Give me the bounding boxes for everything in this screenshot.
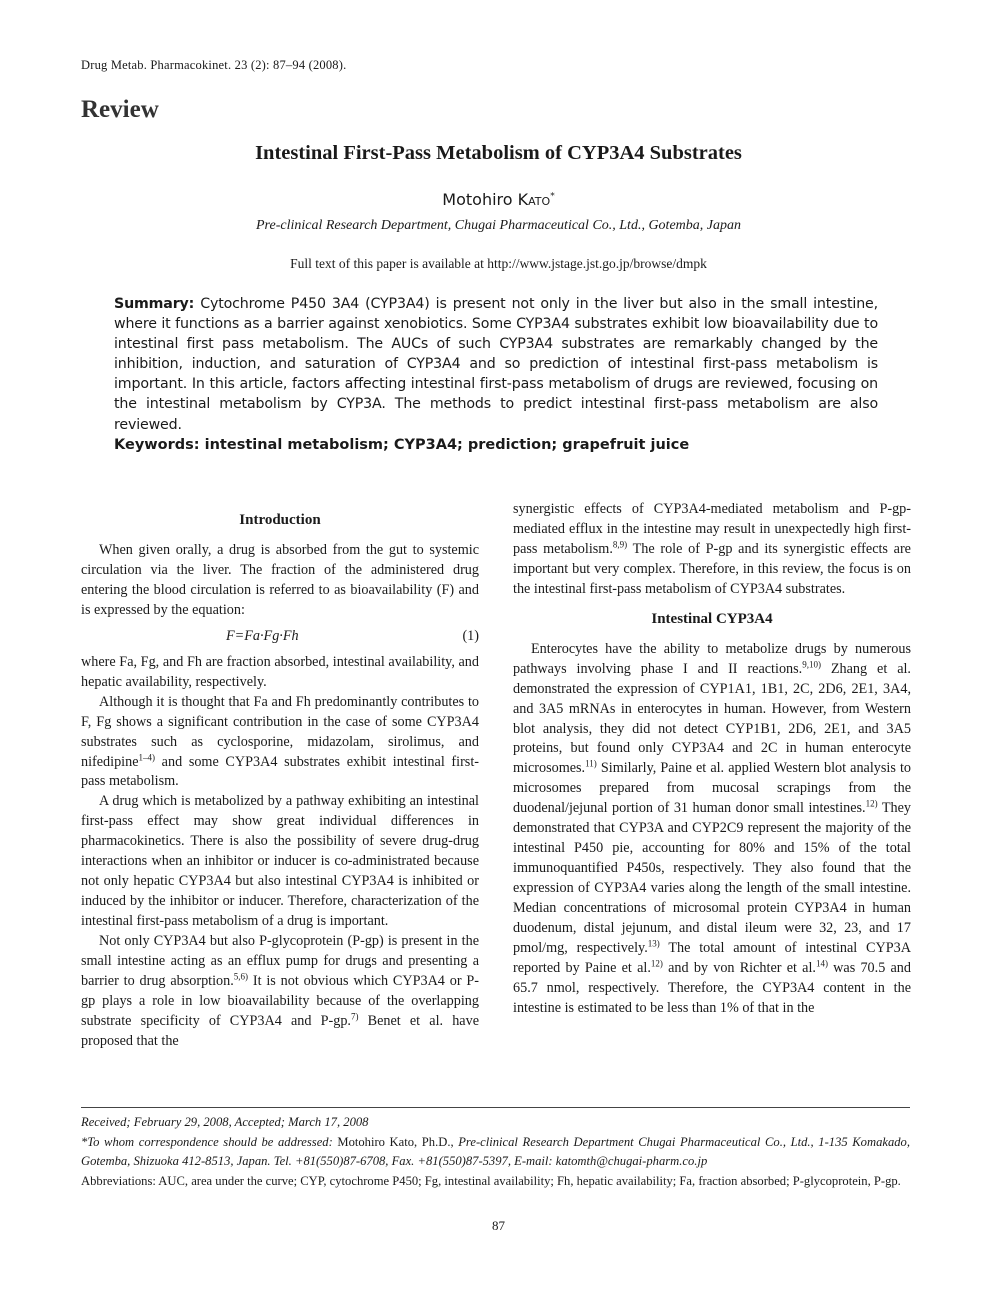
correspondence: *To whom correspondence should be addressed: Motohiro Kato, Ph.D., Pre-clinical Research Department Chugai Pharmaceutical Co., Ltd., 1-135 Komakado, Gotemba, Shizuoka 412-8513, Japan. Tel. +81(550)87-6708, Fax. +81(550)87-5397, E-mail: katomth@chugai-pharm.co.jp bbox=[81, 1134, 910, 1168]
left-column bbox=[81, 500, 479, 1052]
summary-text: Cytochrome P450 3A4 (CYP3A4) is present not only in the liver but also in the small intestine, where it functions as a barrier against xenobiotics. Some CYP3A4 substrates exhibit low bioavailability due to intestinal first pass metabolism. The AUCs of such CYP3A4 substrates are remarkably changed by the inhibition, induction, and saturation of CYP3A4 and so prediction of intestinal first-pass metabolism is important. In this article, factors affecting intestinal first-pass metabolism of drugs are reviewed, focusing on the intestinal metabolism by CYP3A. The methods to predict intestinal first-pass metabolism are also reviewed. bbox=[114, 296, 878, 433]
body-paragraph: Enterocytes have the ability to metabolize drugs by numerous pathways involving phase I and II reactions.$^{9,10)}$ Zhang et al. demonstrated the expression of CYP1A1, 1B1, 2C, 2D6, 2E1, 3A4, and 3A5 mRNAs in enterocytes in human. However, from Western blot analysis, they did not detect CYP1B1, 2D6, 2E1, and 3A5 proteins, but found only CYP3A4 and 2C in human enterocyte microsomes.$^{11)}$ Similarly, Paine et al. applied Western blot analysis to microsomes prepared from mucosal scrapings from the duodenal/jejunal portion of 31 human donor small intestines.$^{12)}$ They demonstrated that CYP3A and CYP2C9 represent the majority of the intestinal P450 pie, accounting for 80% and 15% of the total immunoquantified P450s, respectively. They also found that the expression of CYP3A4 varies along the length of the small intestine. Median concentrations of microsomal protein CYP3A4 in human duodenum, distal jejunum, and distal ileum were 32, 23, and 17 pmol/mg, respectively.$^{13)}$ The total amount of intestinal CYP3A reported by Paine et al.$^{12)}$ and by von Richter et al.$^{14)}$ was 70.5 and 65.7 nmol, respectively. Therefore, the CYP3A4 content in the intestine is estimated to be less than 1% of that in the bbox=[513, 640, 911, 1016]
fulltext-link[interactable]: Full text of this paper is available at http://www.jstage.jst.go.jp/browse/dmpk bbox=[290, 256, 707, 271]
summary bbox=[114, 294, 878, 435]
author-first-name: Motohiro bbox=[442, 190, 518, 209]
journal-citation: Drug Metab. Pharmacokinet. 23 (2): 87–94 (2008). bbox=[81, 58, 347, 72]
section-label: Review bbox=[81, 96, 159, 123]
intro-paragraph: where Fa, Fg, and Fh are fraction absorbed, intestinal availability, and hepatic availability, respectively. bbox=[81, 653, 479, 690]
page-number: 87 bbox=[492, 1218, 505, 1233]
intro-paragraph: A drug which is metabolized by a pathway exhibiting an intestinal first-pass effect may show great individual differences in pharmacokinetics. There is also the possibility of severe drug-drug interactions when an inhibitor or inducer is co-administrated because not only hepatic CYP3A4 but also intestinal CYP3A4 is inhibited or induced by the inhibitor or inducer. Therefore, characterization of the intestinal first-pass metabolism of a drug is important. bbox=[81, 793, 479, 930]
body-paragraph: synergistic effects of CYP3A4-mediated metabolism and P-gp-mediated efflux in the intestine may result in unexpectedly high first-pass metabolism.$^{8,9)}$ The role of P-gp and its synergistic effects are important but very complex. Therefore, in this review, the focus is on the intestinal first-pass metabolism of CYP3A4 substrates. bbox=[513, 501, 911, 597]
received-dates: Received; February 29, 2008, Accepted; March 17, 2008 bbox=[81, 1115, 369, 1129]
summary-label: Summary: bbox=[114, 296, 195, 312]
equation bbox=[81, 626, 479, 646]
right-column bbox=[513, 500, 911, 1019]
author-last-name: Kato bbox=[517, 190, 551, 209]
equation-number: (1) bbox=[462, 627, 479, 644]
paper-title: Intestinal First-Pass Metabolism of CYP3A4 Substrates bbox=[255, 142, 742, 164]
equation-text: F=Fa·Fg·Fh bbox=[226, 627, 299, 644]
author-line bbox=[0, 190, 997, 209]
footnotes bbox=[81, 1113, 910, 1191]
keywords: Keywords: intestinal metabolism; CYP3A4; prediction; grapefruit juice bbox=[114, 437, 690, 453]
intro-heading: Introduction bbox=[239, 512, 321, 528]
footnote-rule bbox=[81, 1107, 910, 1108]
intro-paragraph: When given orally, a drug is absorbed from the gut to systemic circulation via the liver. The fraction of the administered drug entering the blood circulation is referred to as bioavailability (F) and is expressed by the equation: bbox=[81, 541, 479, 618]
intestinal-heading: Intestinal CYP3A4 bbox=[651, 610, 773, 627]
intro-paragraph: Not only CYP3A4 but also P-glycoprotein (P-gp) is present in the small intestine acting as an efflux pump for drugs and presenting a barrier to drug absorption.$^{5,6)}$ It is not obvious which CYP3A4 or P-gp plays a role in low bioavailability because of the overlapping substrate specificity of CYP3A4 and P-gp.$^{7)}$ Benet et al. have proposed that the bbox=[81, 933, 479, 1049]
abbreviations: Abbreviations: AUC, area under the curve; CYP, cytochrome P450; Fg, intestinal availability; Fh, hepatic availability; Fa, fraction absorbed; P-glycoprotein, P-gp. bbox=[81, 1173, 901, 1188]
affiliation: Pre-clinical Research Department, Chugai Pharmaceutical Co., Ltd., Gotemba, Japan bbox=[256, 218, 741, 233]
author-mark: * bbox=[550, 191, 555, 202]
intro-paragraph: Although it is thought that Fa and Fh predominantly contributes to F, Fg shows a significant contribution in the case of some CYP3A4 substrates such as cyclosporine, midazolam, sirolimus, and nifedipine$^{1-4)}$ and some CYP3A4 substrates exhibit intestinal first-pass metabolism. bbox=[81, 693, 479, 790]
